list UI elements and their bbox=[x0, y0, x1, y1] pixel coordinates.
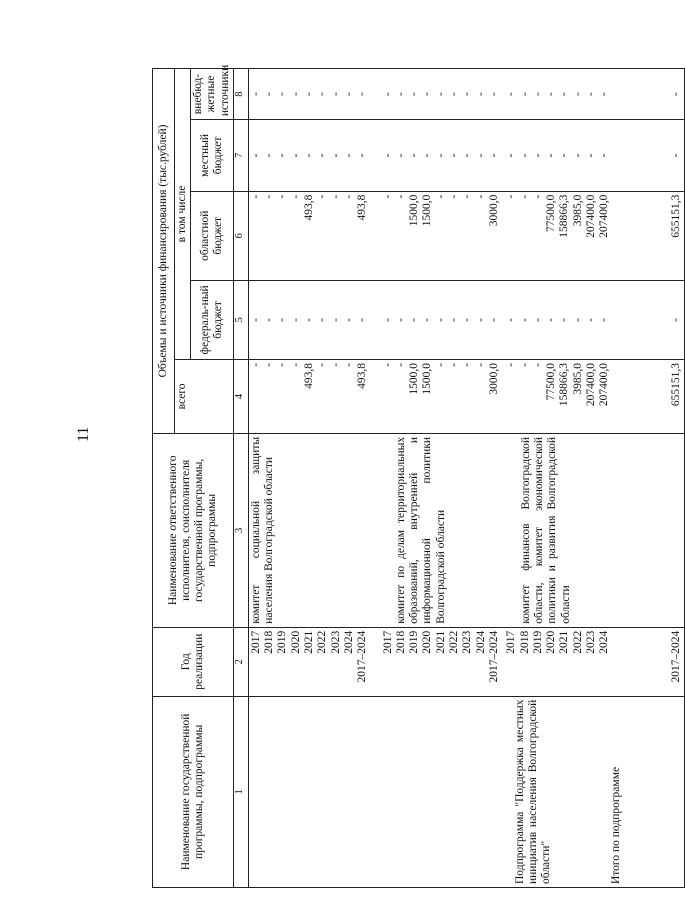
year-cell: 2020 bbox=[421, 630, 434, 654]
federal-value-cell: - bbox=[531, 318, 544, 322]
regional-value-cell: - bbox=[316, 194, 329, 199]
year-cell: 2018 bbox=[263, 630, 276, 654]
executor-social: комитет социальной защиты населения Волгоградской области bbox=[249, 436, 276, 624]
extra-value-cell: - bbox=[434, 92, 447, 97]
total-value-cell: - bbox=[518, 362, 531, 367]
extra-value-cell: - bbox=[585, 92, 597, 97]
total-value-cell: - bbox=[505, 362, 518, 367]
extra-value-cell: - bbox=[394, 92, 407, 97]
local-value-cell: - bbox=[448, 153, 461, 158]
federal-value-cell: - bbox=[276, 318, 289, 322]
extra-value-cell: - bbox=[249, 92, 262, 97]
extra-value-cell: - bbox=[448, 92, 461, 97]
local-value-cell: - bbox=[531, 153, 544, 158]
total-value-cell: 1500,0 bbox=[421, 362, 434, 395]
block-gap bbox=[370, 123, 382, 187]
block-gap bbox=[370, 631, 382, 693]
year-cell: 2019 bbox=[408, 630, 421, 654]
regional-value-cell: 493,8 bbox=[303, 194, 316, 221]
local-value-cell: - bbox=[421, 153, 434, 158]
regional-value-cell: 493,8 bbox=[356, 194, 369, 221]
local-value-cell: - bbox=[585, 153, 597, 158]
year-cell: 2019 bbox=[531, 630, 544, 654]
federal-value-cell: - bbox=[342, 318, 355, 322]
block-gap bbox=[370, 284, 382, 356]
local-value-cell: - bbox=[571, 153, 584, 158]
regional-value-cell: 3985,0 bbox=[571, 194, 584, 227]
summary-gap bbox=[612, 363, 670, 430]
extra-value-cell: - bbox=[263, 92, 276, 97]
local-value-cell: - bbox=[474, 153, 487, 158]
regional-value-cell: - bbox=[434, 194, 447, 199]
executor-finance: комитет финансов Волгоградской области, комитет экономической политики и развития Волгоградской области bbox=[519, 436, 572, 624]
year-cell: 2024 bbox=[598, 630, 611, 654]
regional-value-cell: - bbox=[474, 194, 487, 199]
executor-column bbox=[248, 433, 684, 627]
extra-value-cell: - bbox=[531, 92, 544, 97]
block-gap bbox=[370, 72, 382, 116]
regional-value-cell: - bbox=[276, 194, 289, 199]
year-cell: 2021 bbox=[303, 630, 316, 654]
local-value-cell: - bbox=[381, 153, 394, 158]
summary-federal-cell: - bbox=[669, 318, 682, 322]
regional-value-cell: 1500,0 bbox=[408, 194, 421, 227]
regional-value-cell: 77500,0 bbox=[545, 194, 558, 232]
summary-gap bbox=[612, 631, 670, 693]
federal-value-cell: - bbox=[545, 318, 558, 322]
federal-value-cell: - bbox=[249, 318, 262, 322]
federal-value-cell: - bbox=[434, 318, 447, 322]
header-local: местный бюджет bbox=[191, 120, 234, 191]
local-value-cell: - bbox=[487, 153, 500, 158]
column-number: 1 bbox=[233, 696, 248, 887]
year-cell: 2022 bbox=[571, 630, 584, 654]
summary-extra-cell: - bbox=[669, 92, 682, 97]
total-value-cell: - bbox=[263, 362, 276, 367]
regional-value-cell: - bbox=[448, 194, 461, 199]
total-value-cell: - bbox=[474, 362, 487, 367]
federal-column bbox=[248, 280, 684, 359]
extra-value-cell: - bbox=[598, 92, 611, 97]
year-cell: 2017 bbox=[249, 630, 262, 654]
extra-value-cell: - bbox=[474, 92, 487, 97]
header-executor: Наименование ответственного исполнителя, соисполнителя государственной программы, подпрограммы bbox=[153, 433, 234, 627]
local-value-cell: - bbox=[461, 153, 474, 158]
federal-value-cell: - bbox=[518, 318, 531, 322]
local-value-cell: - bbox=[276, 153, 289, 158]
summary-label: Итого по подпрограмме bbox=[609, 766, 622, 884]
program-column bbox=[248, 696, 684, 887]
extra-value-cell: - bbox=[487, 92, 500, 97]
local-value-cell: - bbox=[505, 153, 518, 158]
header-total: всего bbox=[175, 359, 234, 433]
federal-value-cell: - bbox=[356, 318, 369, 322]
federal-value-cell: - bbox=[289, 318, 302, 322]
federal-value-cell: - bbox=[585, 318, 597, 322]
total-value-cell: 207400,0 bbox=[585, 362, 597, 407]
extra-value-cell: - bbox=[461, 92, 474, 97]
federal-value-cell: - bbox=[263, 318, 276, 322]
year-cell: 2020 bbox=[545, 630, 558, 654]
year-cell: 2023 bbox=[585, 630, 597, 654]
total-value-cell: - bbox=[276, 362, 289, 367]
local-value-cell: - bbox=[263, 153, 276, 158]
local-value-cell: - bbox=[558, 153, 571, 158]
extra-value-cell: - bbox=[356, 92, 369, 97]
year-cell: 2017 bbox=[505, 630, 518, 654]
year-cell: 2019 bbox=[276, 630, 289, 654]
total-value-cell: 1500,0 bbox=[408, 362, 421, 395]
year-cell: 2017 bbox=[381, 630, 394, 654]
federal-value-cell: - bbox=[303, 318, 316, 322]
local-value-cell: - bbox=[545, 153, 558, 158]
year-cell: 2020 bbox=[289, 630, 302, 654]
federal-value-cell: - bbox=[461, 318, 474, 322]
extra-value-cell: - bbox=[381, 92, 394, 97]
year-cell: 2024 bbox=[474, 630, 487, 654]
total-value-cell: - bbox=[289, 362, 302, 367]
extra-value-cell: - bbox=[303, 92, 316, 97]
regional-value-cell: 207400,0 bbox=[598, 194, 611, 238]
regional-value-cell: 158866,3 bbox=[558, 194, 571, 238]
local-column bbox=[248, 120, 684, 191]
year-cell: 2023 bbox=[329, 630, 342, 654]
year-cell: 2022 bbox=[316, 630, 329, 654]
regional-value-cell: - bbox=[381, 194, 394, 199]
regional-value-cell: - bbox=[249, 194, 262, 199]
executor-territorial: комитет по делам территориальных образований, внутренней и информационной политики Волгоградской области bbox=[394, 436, 447, 624]
year-cell: 2022 bbox=[448, 630, 461, 654]
total-value-cell: 158866,3 bbox=[558, 362, 571, 407]
column-number: 4 bbox=[233, 359, 248, 433]
regional-value-cell: - bbox=[461, 194, 474, 199]
year-cell: 2021 bbox=[558, 630, 571, 654]
federal-value-cell: - bbox=[571, 318, 584, 322]
extra-value-cell: - bbox=[558, 92, 571, 97]
local-value-cell: - bbox=[518, 153, 531, 158]
local-value-cell: - bbox=[356, 153, 369, 158]
total-value-cell: - bbox=[316, 362, 329, 367]
extra-value-cell: - bbox=[342, 92, 355, 97]
local-value-cell: - bbox=[394, 153, 407, 158]
summary-gap bbox=[612, 195, 670, 277]
summary-gap bbox=[612, 284, 670, 356]
extra-value-cell: - bbox=[421, 92, 434, 97]
column-number: 2 bbox=[233, 627, 248, 696]
summary-year-cell: 2017–2024 bbox=[669, 630, 682, 683]
funding-table bbox=[152, 64, 685, 888]
block-gap bbox=[370, 195, 382, 277]
extra-value-cell: - bbox=[408, 92, 421, 97]
header-program-name: Наименование государственной программы, подпрограммы bbox=[153, 696, 234, 887]
local-value-cell: - bbox=[303, 153, 316, 158]
total-value-cell: - bbox=[249, 362, 262, 367]
total-value-cell: - bbox=[434, 362, 447, 367]
page-number: 11 bbox=[75, 426, 92, 442]
extra-value-cell: - bbox=[316, 92, 329, 97]
year-cell: 2024 bbox=[342, 630, 355, 654]
header-including: в том числе bbox=[175, 69, 191, 360]
regional-value-cell: - bbox=[263, 194, 276, 199]
federal-value-cell: - bbox=[487, 318, 500, 322]
year-cell: 2017–2024 bbox=[356, 630, 369, 683]
year-cell: 2023 bbox=[461, 630, 474, 654]
local-value-cell: - bbox=[329, 153, 342, 158]
regional-value-cell: 1500,0 bbox=[421, 194, 434, 227]
local-value-cell: - bbox=[316, 153, 329, 158]
local-value-cell: - bbox=[408, 153, 421, 158]
summary-gap bbox=[612, 72, 670, 116]
summary-local-cell: - bbox=[669, 153, 682, 158]
column-number: 6 bbox=[233, 191, 248, 280]
total-value-cell: - bbox=[461, 362, 474, 367]
extra-value-cell: - bbox=[545, 92, 558, 97]
column-number: 7 bbox=[233, 120, 248, 191]
extra-value-cell: - bbox=[505, 92, 518, 97]
total-value-cell: - bbox=[342, 362, 355, 367]
year-cell: 2021 bbox=[434, 630, 447, 654]
total-value-cell: - bbox=[394, 362, 407, 367]
total-value-cell: 207400,0 bbox=[598, 362, 611, 407]
extra-value-cell: - bbox=[329, 92, 342, 97]
federal-value-cell: - bbox=[329, 318, 342, 322]
federal-value-cell: - bbox=[505, 318, 518, 322]
extra-value-cell: - bbox=[276, 92, 289, 97]
regional-value-cell: - bbox=[531, 194, 544, 199]
total-value-cell: 3985,0 bbox=[571, 362, 584, 395]
total-value-cell: - bbox=[448, 362, 461, 367]
table-body-row bbox=[248, 69, 684, 888]
year-cell: 2018 bbox=[394, 630, 407, 654]
column-number: 5 bbox=[233, 280, 248, 359]
regional-value-cell: 207400,0 bbox=[585, 194, 597, 238]
local-value-cell: - bbox=[342, 153, 355, 158]
federal-value-cell: - bbox=[381, 318, 394, 322]
block-gap bbox=[370, 363, 382, 430]
federal-value-cell: - bbox=[408, 318, 421, 322]
total-value-cell: 493,8 bbox=[356, 362, 369, 389]
total-value-cell: 77500,0 bbox=[545, 362, 558, 401]
regional-value-cell: - bbox=[289, 194, 302, 199]
total-value-cell: 3000,0 bbox=[487, 362, 500, 395]
regional-value-cell: - bbox=[518, 194, 531, 199]
federal-value-cell: - bbox=[448, 318, 461, 322]
federal-value-cell: - bbox=[598, 318, 611, 322]
total-value-cell: - bbox=[531, 362, 544, 367]
total-column bbox=[248, 359, 684, 433]
summary-total-cell: 655151,3 bbox=[669, 362, 682, 407]
column-number: 3 bbox=[233, 433, 248, 627]
header-regional: областной бюджет bbox=[191, 191, 234, 280]
summary-regional-cell: 655151,3 bbox=[669, 194, 682, 238]
federal-value-cell: - bbox=[316, 318, 329, 322]
total-value-cell: - bbox=[381, 362, 394, 367]
regional-value-cell: - bbox=[394, 194, 407, 199]
regional-value-cell: - bbox=[329, 194, 342, 199]
federal-value-cell: - bbox=[474, 318, 487, 322]
total-value-cell: 493,8 bbox=[303, 362, 316, 389]
federal-value-cell: - bbox=[421, 318, 434, 322]
funding-table-sheet bbox=[152, 64, 682, 888]
local-value-cell: - bbox=[289, 153, 302, 158]
header-federal: федераль-ный бюджет bbox=[191, 280, 234, 359]
header-funding: Объемы и источники финансирования (тыс.рублей) bbox=[153, 69, 175, 434]
federal-value-cell: - bbox=[394, 318, 407, 322]
regional-value-cell: - bbox=[342, 194, 355, 199]
local-value-cell: - bbox=[249, 153, 262, 158]
extrabudget-column bbox=[248, 69, 684, 120]
year-cell: 2018 bbox=[518, 630, 531, 654]
regional-value-cell: 3000,0 bbox=[487, 194, 500, 227]
regional-column bbox=[248, 191, 684, 280]
regional-value-cell: - bbox=[505, 194, 518, 199]
local-value-cell: - bbox=[434, 153, 447, 158]
extra-value-cell: - bbox=[518, 92, 531, 97]
header-year: Год реализации bbox=[153, 627, 234, 696]
year-cell: 2017–2024 bbox=[487, 630, 500, 683]
column-number: 8 bbox=[233, 69, 248, 120]
total-value-cell: - bbox=[329, 362, 342, 367]
subprogram-name: Подпрограмма "Поддержка местных инициатив населения Волгоградской области" bbox=[513, 699, 553, 884]
extra-value-cell: - bbox=[571, 92, 584, 97]
summary-gap bbox=[612, 123, 670, 187]
year-column bbox=[248, 627, 684, 696]
local-value-cell: - bbox=[598, 153, 611, 158]
federal-value-cell: - bbox=[558, 318, 571, 322]
extra-value-cell: - bbox=[289, 92, 302, 97]
header-extrabudget: внебюд-жетные источники bbox=[191, 69, 234, 120]
